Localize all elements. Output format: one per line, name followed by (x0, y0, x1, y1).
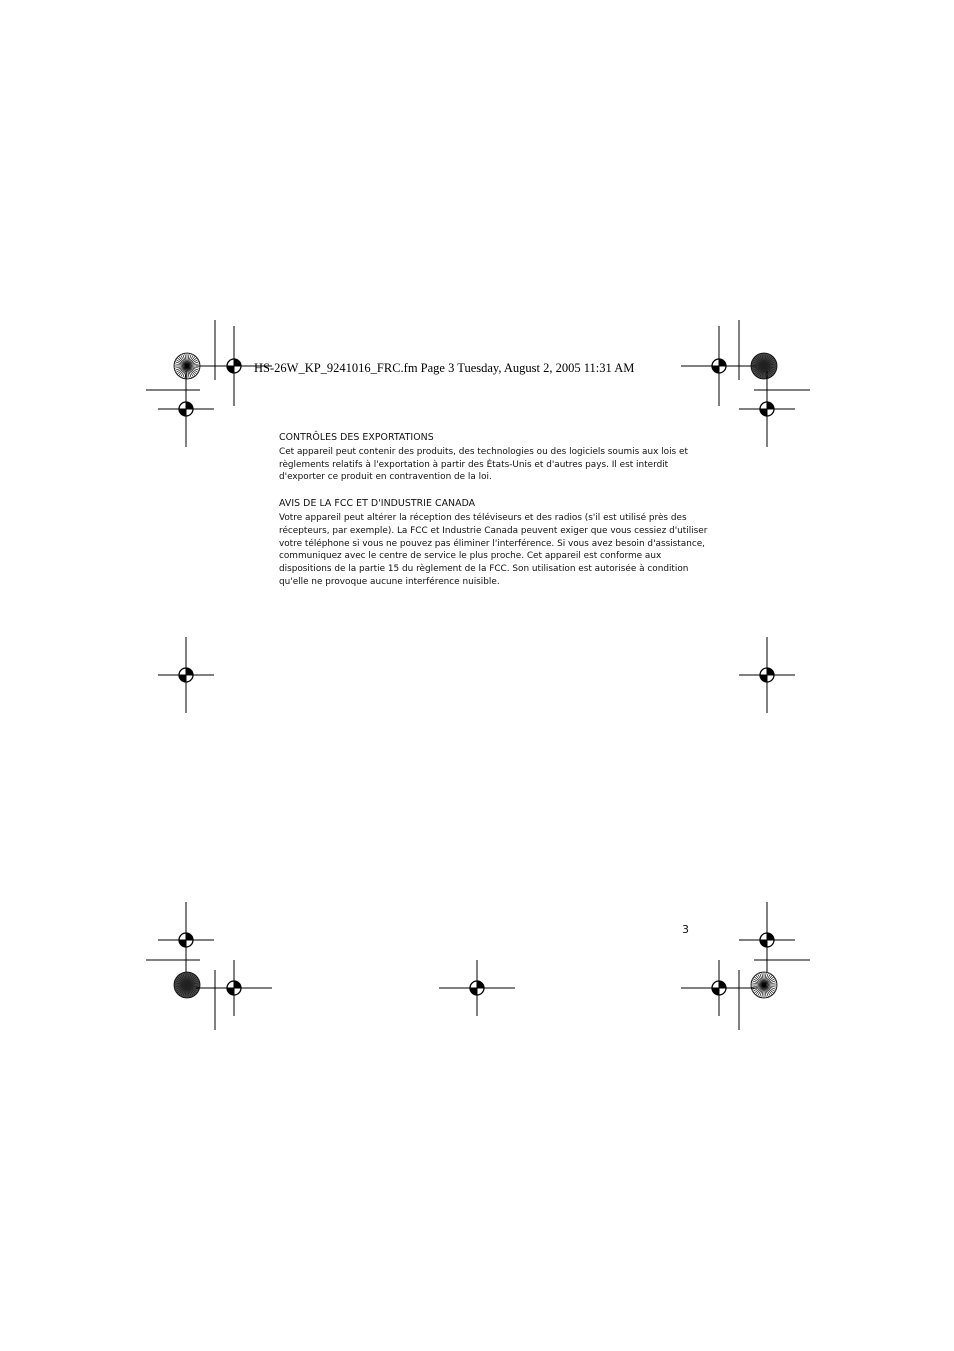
registration-target-icon (196, 960, 272, 1016)
text-line: communiquez avec le centre de service le plus proche. Cet appareil est conforme aux (279, 551, 662, 562)
print-slug-header: HS-26W_KP_9241016_FRC.fm Page 3 Tuesday, August 2, 2005 11:31 AM (254, 361, 635, 375)
section-paragraph (279, 446, 689, 484)
registration-target-icon (681, 326, 757, 406)
registration-target-icon (158, 371, 214, 447)
text-line: Votre appareil peut altérer la réception des téléviseurs et des radios (s'il est utilisé près des (279, 513, 687, 524)
registration-target-icon (158, 637, 214, 713)
registration-target-icon (739, 371, 795, 447)
starburst-registration-icon (751, 972, 777, 998)
text-line: dispositions de la partie 15 du règlement de la FCC. Son utilisation est autorisée à condition (279, 563, 689, 574)
text-line: récepteurs, par exemple). La FCC et Industrie Canada peuvent exiger que vous cessiez d'utiliser (279, 525, 708, 536)
text-line: Cet appareil peut contenir des produits, des technologies ou des logiciels soumis aux lois et (279, 447, 688, 457)
document-body (279, 432, 708, 588)
section-paragraph (279, 512, 708, 588)
page-number: 3 (682, 923, 689, 936)
registration-target-icon (739, 637, 795, 713)
section-export-controls (279, 432, 689, 484)
registration-target-icon (158, 902, 214, 978)
text-line: votre téléphone si vous ne pouvez pas éliminer l'interférence. Si vous avez besoin d'assistance, (279, 538, 705, 549)
section-heading: AVIS DE LA FCC ET D'INDUSTRIE CANADA (279, 498, 476, 510)
registration-target-icon (681, 960, 757, 1016)
registration-target-icon (739, 902, 795, 978)
starburst-registration-icon (174, 972, 200, 998)
text-line: règlements relatifs à l'exportation à partir des États-Unis et d'autres pays. Il est interdit (279, 459, 669, 470)
section-fcc-notice (279, 498, 708, 588)
text-line: d'exporter ce produit en contravention de la loi. (279, 472, 492, 483)
registration-target-icon (439, 960, 515, 1016)
text-line: qu'elle ne provoque aucune interférence nuisible. (279, 576, 500, 587)
section-heading: CONTRÔLES DES EXPORTATIONS (279, 432, 434, 443)
